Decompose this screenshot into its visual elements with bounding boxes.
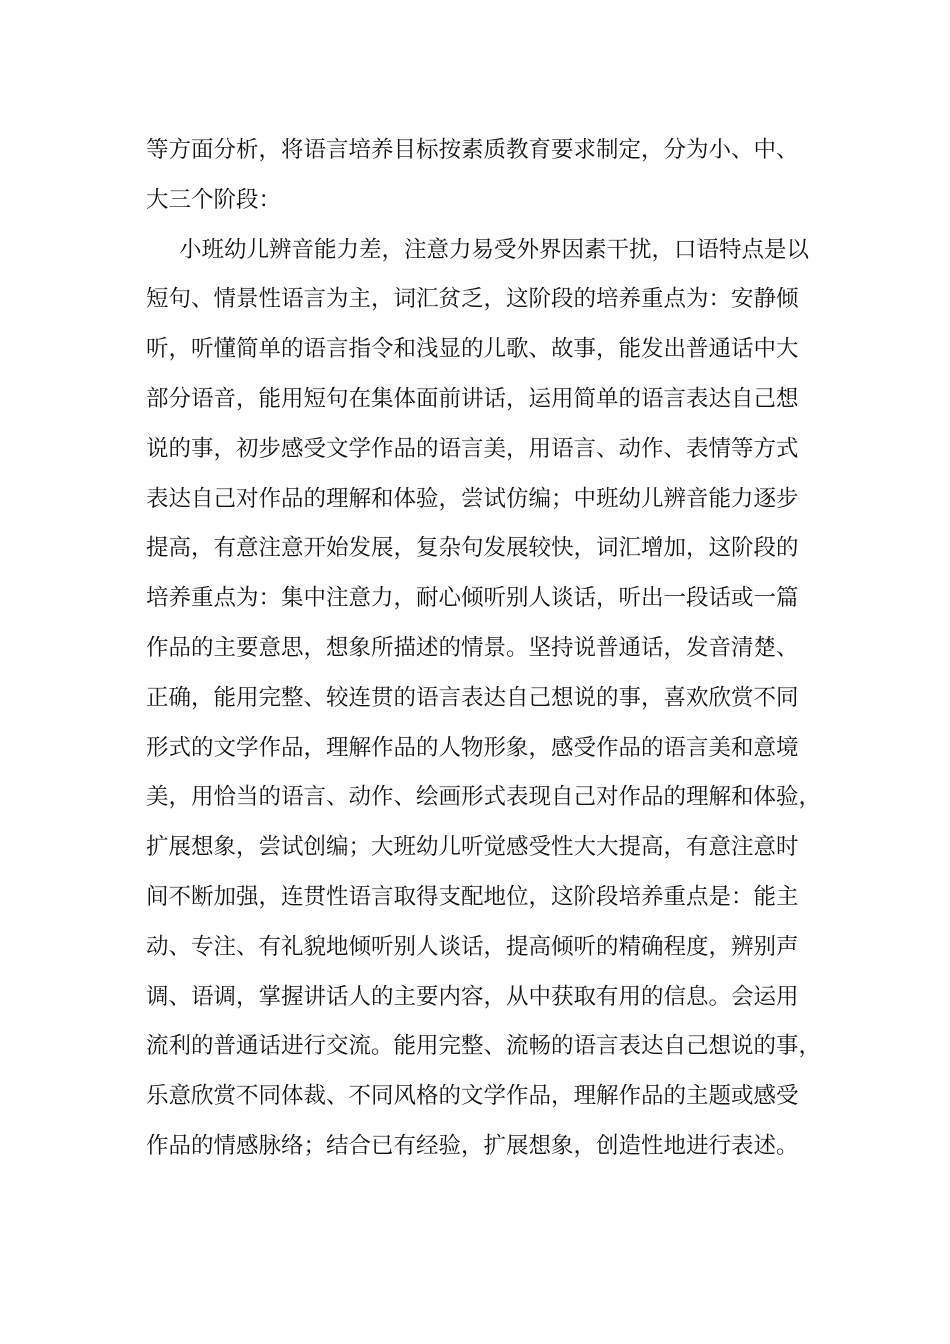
text-line: 表达自己对作品的理解和体验，尝试仿编；中班幼儿辨音能力逐步 [146, 485, 799, 512]
paragraph-start-line: 小班幼儿辨音能力差，注意力易受外界因素干扰，口语特点是以 [179, 236, 810, 263]
text-line: 说的事，初步感受文学作品的语言美，用语言、动作、表情等方式 [146, 435, 799, 462]
text-line: 等方面分析，将语言培养目标按素质教育要求制定，分为小、中、 [146, 137, 799, 163]
text-line: 调、语调，掌握讲话人的主要内容，从中获取有用的信息。会运用 [146, 983, 799, 1010]
text-line: 流利的普通话进行交流。能用完整、流畅的语言表达自己想说的事， [146, 1033, 822, 1060]
text-line: 作品的情感脉络；结合已有经验，扩展想象，创造性地进行表述。 [146, 1132, 799, 1159]
text-line: 大三个阶段： [146, 186, 282, 213]
text-line: 部分语音，能用短句在集体面前讲话，运用简单的语言表达自己想 [146, 385, 799, 412]
text-line: 听，听懂简单的语言指令和浅显的儿歌、故事，能发出普通话中大 [146, 336, 799, 363]
text-line: 正确，能用完整、较连贯的语言表达自己想说的事，喜欢欣赏不同 [146, 684, 799, 711]
text-line: 扩展想象，尝试创编；大班幼儿听觉感受性大大提高，有意注意时 [146, 834, 799, 861]
text-line: 培养重点为：集中注意力，耐心倾听别人谈话，听出一段话或一篇 [146, 585, 799, 612]
text-line: 提高，有意注意开始发展，复杂句发展较快，词汇增加，这阶段的 [146, 535, 799, 562]
document-body [146, 126, 826, 1172]
text-line: 形式的文学作品，理解作品的人物形象，感受作品的语言美和意境 [146, 734, 799, 761]
text-line: 间不断加强，连贯性语言取得支配地位，这阶段培养重点是：能主 [146, 883, 799, 910]
text-line: 作品的主要意思，想象所描述的情景。坚持说普通话，发音清楚、 [146, 634, 799, 661]
text-line: 美，用恰当的语言、动作、绘画形式表现自己对作品的理解和体验， [146, 784, 822, 811]
text-line: 短句、情景性语言为主，词汇贫乏，这阶段的培养重点为：安静倾 [146, 286, 799, 313]
text-line: 乐意欣赏不同体裁、不同风格的文学作品，理解作品的主题或感受 [146, 1083, 799, 1110]
text-line: 动、专注、有礼貌地倾听别人谈话，提高倾听的精确程度，辨别声 [146, 933, 799, 960]
